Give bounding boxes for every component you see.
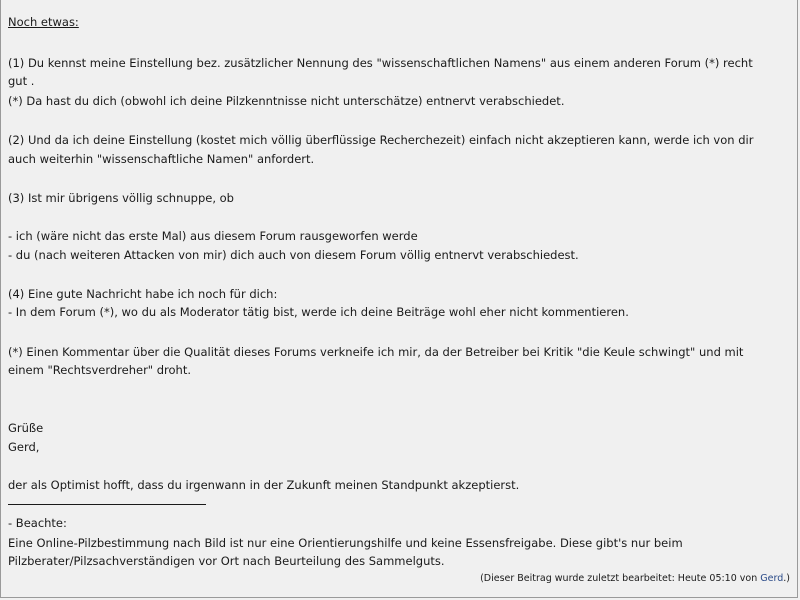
post-heading: Noch etwas: [8, 15, 79, 29]
paragraph-4-line-1: (4) Eine gute Nachricht habe ich noch für dich: [8, 287, 278, 301]
paragraph-1-line-1: (1) Du kennst meine Einstellung bez. zusätzlicher Nennung des "wissenschaftlichen Namens" aus einem anderen Forum (*) recht [8, 56, 753, 70]
paragraph-3-line-1: (3) Ist mir übrigens völlig schnuppe, ob [8, 191, 234, 205]
bullet-item-2: - du (nach weiteren Attacken von mir) dich auch von diesem Forum völlig entnervt verabschiedest. [8, 248, 579, 262]
edit-note-suffix: .) [783, 573, 790, 584]
signature-line-3: Pilzberater/Pilzsachverständigen vor Ort nach Beurteilung des Sammelguts. [8, 554, 445, 568]
signature-line-2: Eine Online-Pilzbestimmung nach Bild ist nur eine Orientierungshilfe und keine Essensfreigabe. Diese gibt's nur beim [8, 536, 683, 550]
paragraph-4-line-2: - In dem Forum (*), wo du als Moderator tätig bist, werde ich deine Beiträge wohl eher nicht kommentieren. [8, 305, 629, 319]
signature-divider [8, 504, 206, 505]
paragraph-2-line-1: (2) Und da ich deine Einstellung (kostet mich völlig überflüssige Recherchezeit) einfach nicht akzeptieren kann, werde ich von dir [8, 133, 754, 147]
closing-line: der als Optimist hofft, dass du irgenwann in der Zukunft meinen Standpunkt akzeptierst. [8, 478, 520, 492]
edit-note [480, 572, 790, 586]
edit-note-prefix: (Dieser Beitrag wurde zuletzt bearbeitet: Heute 05:10 von [480, 573, 761, 584]
bullet-item-1: - ich (wäre nicht das erste Mal) aus diesem Forum rausgeworfen werde [8, 229, 418, 243]
author-name: Gerd, [8, 440, 40, 454]
paragraph-1-line-2: gut . [8, 74, 35, 88]
signature-line-1: - Beachte: [8, 516, 67, 530]
paragraph-5-line-2: einem "Rechtsverdreher" droht. [8, 363, 192, 377]
paragraph-5-line-1: (*) Einen Kommentar über die Qualität dieses Forums verkneife ich mir, da der Betreiber bei Kritik "die Keule schwingt" und mit [8, 345, 744, 359]
paragraph-2-line-2: auch weiterhin "wissenschaftliche Namen" anfordert. [8, 152, 315, 166]
edit-note-user-link[interactable]: Gerd [760, 573, 784, 584]
greeting: Grüße [8, 421, 44, 435]
paragraph-1-line-3: (*) Da hast du dich (obwohl ich deine Pilzkenntnisse nicht unterschätze) entnervt verabschiedet. [8, 94, 565, 108]
